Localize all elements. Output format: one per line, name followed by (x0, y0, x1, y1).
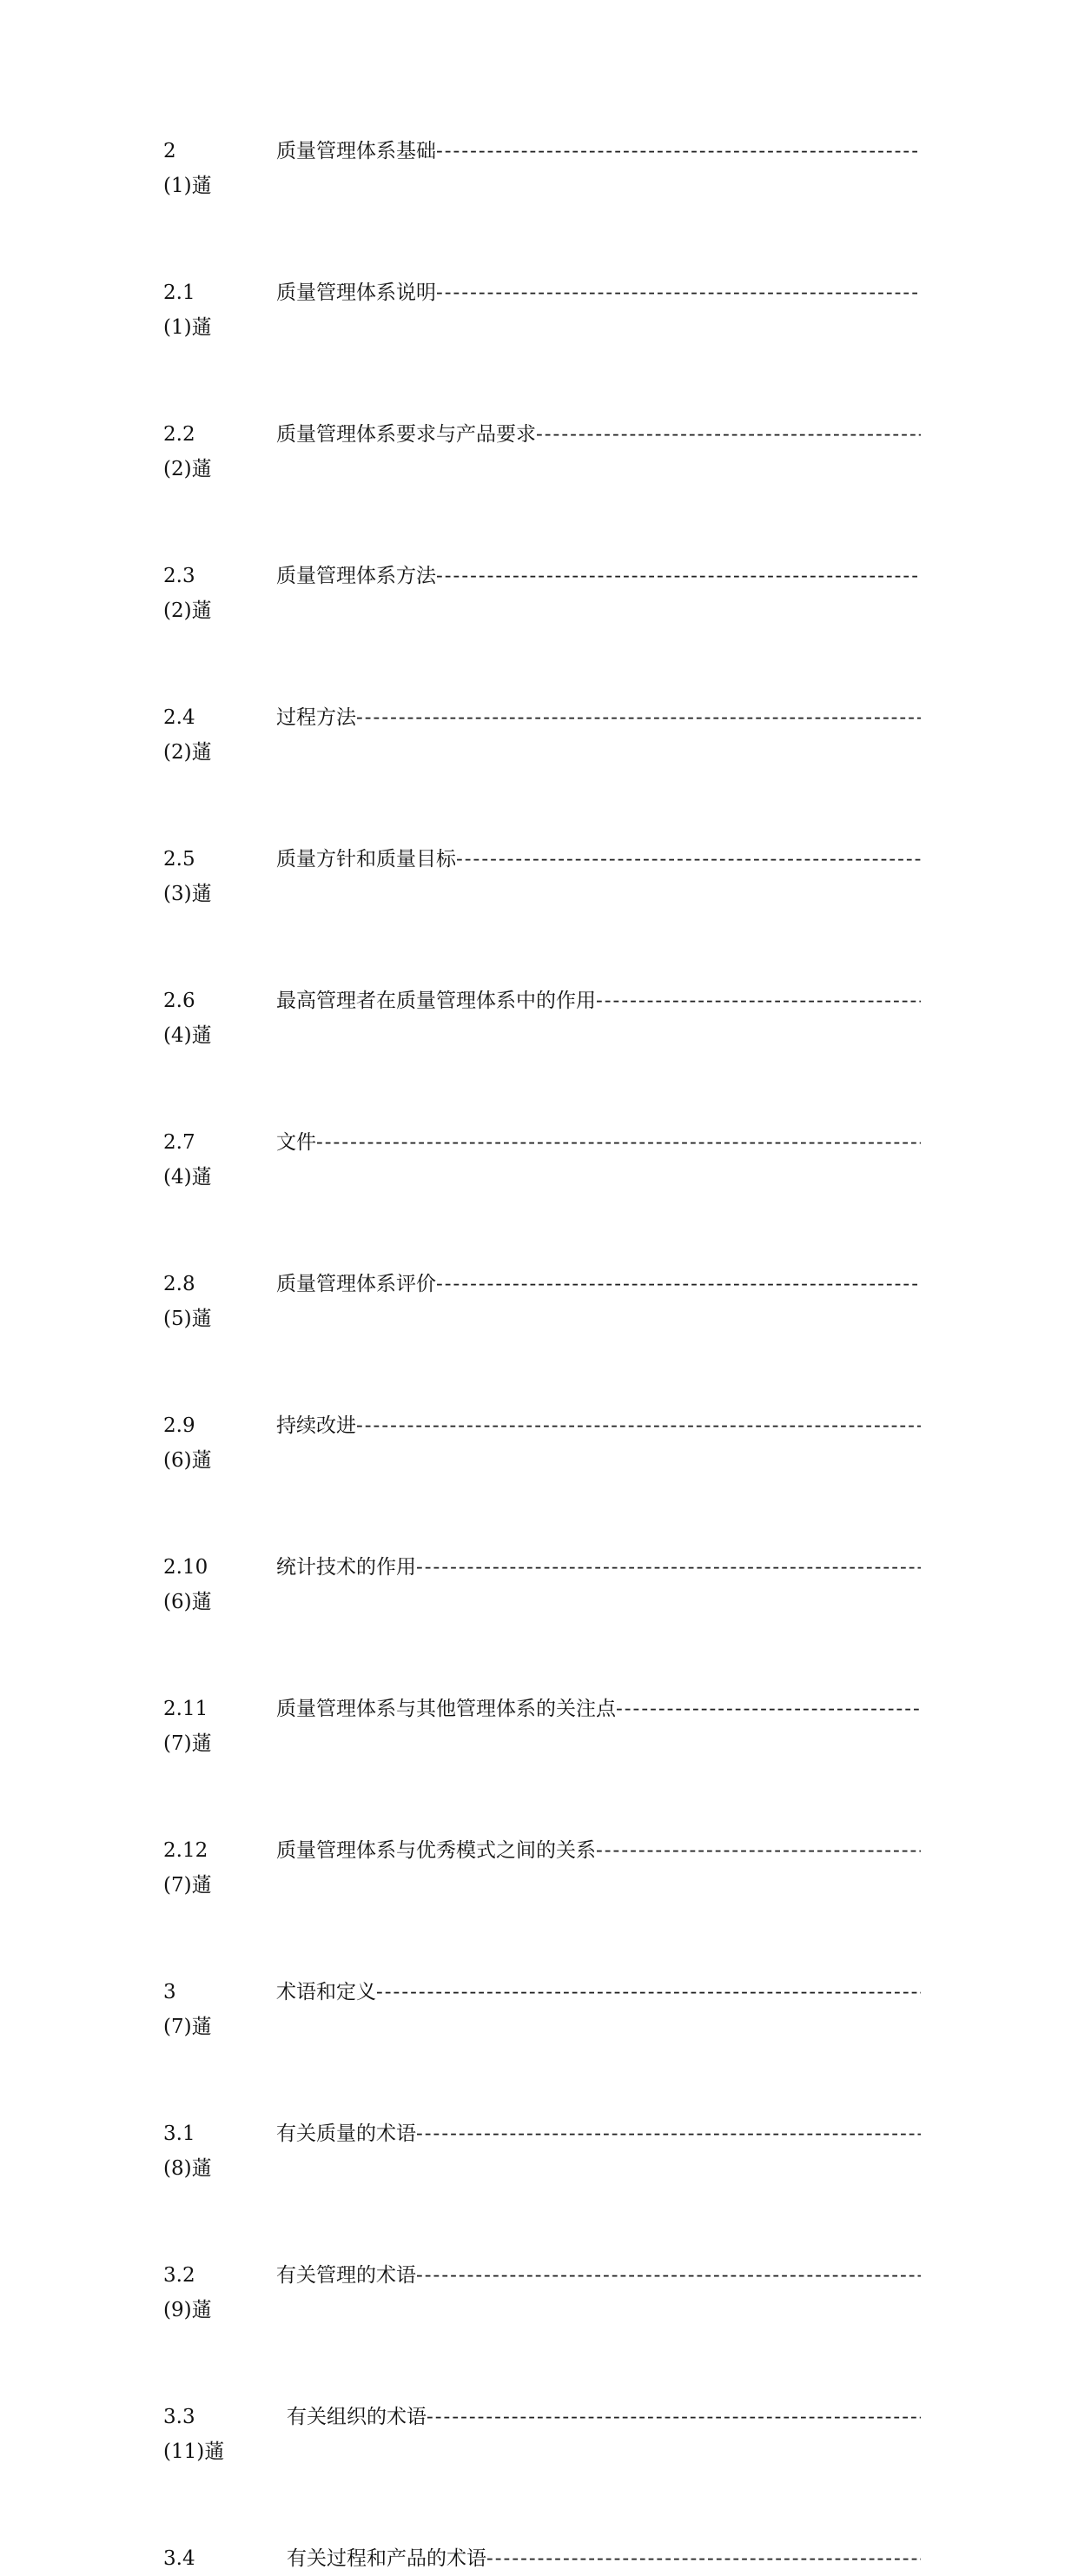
section-title: 文件 (276, 1131, 316, 1154)
toc-entry[interactable] (163, 134, 921, 275)
section-title-wrap (276, 983, 921, 1018)
page-number: (6)蓪 (163, 1449, 212, 1472)
section-title-wrap (287, 2400, 921, 2434)
page-number: (7)蓪 (163, 2016, 212, 2038)
dot-leader (436, 134, 921, 169)
section-title-wrap (276, 559, 921, 593)
toc-entry[interactable] (163, 1267, 921, 1408)
toc-entry[interactable] (163, 417, 921, 559)
dot-leader (436, 275, 921, 310)
toc-entry[interactable] (163, 1125, 921, 1267)
toc-title-line (163, 559, 921, 622)
dot-leader (416, 2258, 921, 2293)
toc-title-line (163, 1833, 921, 1897)
section-title-wrap (276, 1833, 921, 1868)
section-number: 3.1 (163, 2122, 195, 2145)
toc-entry[interactable] (163, 1975, 921, 2116)
section-title: 有关质量的术语 (276, 2122, 416, 2145)
section-title-wrap (276, 1550, 921, 1585)
toc-title-line (163, 2258, 921, 2321)
section-title: 质量管理体系方法 (276, 565, 436, 587)
page-number: (5)蓪 (163, 1308, 212, 1330)
toc-title-line (163, 134, 921, 197)
toc-title-line (163, 700, 921, 764)
toc-entry[interactable] (163, 275, 921, 417)
section-number: 2.11 (163, 1698, 208, 1720)
page-number: (9)蓪 (163, 2299, 212, 2321)
page-number: (7)蓪 (163, 1732, 212, 1755)
toc-entry[interactable] (163, 983, 921, 1125)
toc-title-line (163, 1408, 921, 1472)
section-title: 质量管理体系与优秀模式之间的关系 (276, 1839, 596, 1862)
section-number: 2.8 (163, 1273, 195, 1295)
dot-leader (356, 700, 921, 735)
toc-title-line (163, 1125, 921, 1189)
toc-entry[interactable] (163, 842, 921, 983)
toc-entry[interactable] (163, 2258, 921, 2400)
section-number: 3.3 (163, 2406, 195, 2428)
toc-entry[interactable] (163, 2541, 921, 2576)
section-number: 2.12 (163, 1839, 208, 1862)
page-number: (1)蓪 (163, 175, 212, 197)
dot-leader (436, 1267, 921, 1301)
section-title-wrap (276, 700, 921, 735)
page-number: (4)蓪 (163, 1024, 212, 1047)
section-title: 质量管理体系要求与产品要求 (276, 423, 536, 446)
toc-title-line (163, 1975, 921, 2038)
section-title-wrap (276, 1975, 921, 2010)
section-title: 术语和定义 (276, 1981, 376, 2003)
section-number: 2.2 (163, 423, 195, 446)
section-number: 2 (163, 140, 176, 162)
toc-title-line (163, 275, 921, 339)
section-title: 持续改进 (276, 1414, 356, 1437)
section-title: 最高管理者在质量管理体系中的作用 (276, 990, 596, 1012)
dot-leader (456, 842, 921, 877)
page-number: (1)蓪 (163, 316, 212, 339)
section-number: 2.10 (163, 1556, 208, 1579)
dot-leader (376, 1975, 921, 2010)
toc-entry[interactable] (163, 1692, 921, 1833)
toc-entry[interactable] (163, 559, 921, 700)
section-number: 2.4 (163, 706, 195, 729)
dot-leader (416, 1550, 921, 1585)
section-title: 质量管理体系评价 (276, 1273, 436, 1295)
dot-leader (616, 1692, 921, 1726)
section-number: 3.4 (163, 2547, 195, 2570)
toc-title-line (163, 983, 921, 1047)
section-number: 2.1 (163, 281, 195, 304)
dot-leader (416, 2116, 921, 2151)
section-title: 有关管理的术语 (276, 2264, 416, 2287)
section-title: 过程方法 (276, 706, 356, 729)
section-title-wrap (287, 2541, 921, 2576)
page-number: (2)蓪 (163, 599, 212, 622)
section-number: 2.5 (163, 848, 195, 871)
page-number: (6)蓪 (163, 1591, 212, 1613)
toc-title-line (163, 842, 921, 905)
page-number: (8)蓪 (163, 2157, 212, 2180)
toc-list (163, 134, 921, 2576)
section-number: 2.9 (163, 1414, 195, 1437)
section-title: 有关组织的术语 (287, 2406, 427, 2428)
section-title-wrap (276, 134, 921, 169)
dot-leader (427, 2400, 921, 2434)
section-title: 质量方针和质量目标 (276, 848, 456, 871)
section-title-wrap (276, 1408, 921, 1443)
dot-leader (536, 417, 921, 452)
toc-title-line (163, 1267, 921, 1330)
toc-title-line (163, 1550, 921, 1613)
section-title-wrap (276, 2258, 921, 2293)
section-title-wrap (276, 417, 921, 452)
dot-leader (596, 1833, 921, 1868)
toc-entry[interactable] (163, 2400, 921, 2541)
page-number: (3)蓪 (163, 883, 212, 905)
dot-leader (316, 1125, 921, 1160)
toc-title-line (163, 2541, 921, 2576)
section-number: 2.7 (163, 1131, 195, 1154)
section-title-wrap (276, 1692, 921, 1726)
toc-entry[interactable] (163, 2116, 921, 2258)
section-title: 质量管理体系说明 (276, 281, 436, 304)
section-title: 质量管理体系与其他管理体系的关注点 (276, 1698, 616, 1720)
section-number: 3.2 (163, 2264, 195, 2287)
section-title-wrap (276, 842, 921, 877)
page-number: (11)蓪 (163, 2440, 225, 2463)
toc-entry[interactable] (163, 1833, 921, 1975)
section-title-wrap (276, 2116, 921, 2151)
page-number: (7)蓪 (163, 1874, 212, 1897)
section-number: 2.6 (163, 990, 195, 1012)
toc-entry[interactable] (163, 1550, 921, 1692)
section-title-wrap (276, 1267, 921, 1301)
section-number: 2.3 (163, 565, 195, 587)
toc-entry[interactable] (163, 700, 921, 842)
section-number: 3 (163, 1981, 176, 2003)
dot-leader (436, 559, 921, 593)
toc-title-line (163, 2116, 921, 2180)
toc-title-line (163, 417, 921, 480)
section-title: 统计技术的作用 (276, 1556, 416, 1579)
section-title: 有关过程和产品的术语 (287, 2547, 486, 2570)
dot-leader (596, 983, 921, 1018)
dot-leader (486, 2541, 921, 2576)
page-number: (2)蓪 (163, 741, 212, 764)
toc-entry[interactable] (163, 1408, 921, 1550)
toc-title-line (163, 1692, 921, 1755)
page-number: (4)蓪 (163, 1166, 212, 1189)
section-title-wrap (276, 275, 921, 310)
section-title-wrap (276, 1125, 921, 1160)
section-title: 质量管理体系基础 (276, 140, 436, 162)
dot-leader (356, 1408, 921, 1443)
table-of-contents (163, 134, 921, 2576)
page-number: (2)蓪 (163, 458, 212, 480)
toc-title-line (163, 2400, 921, 2463)
